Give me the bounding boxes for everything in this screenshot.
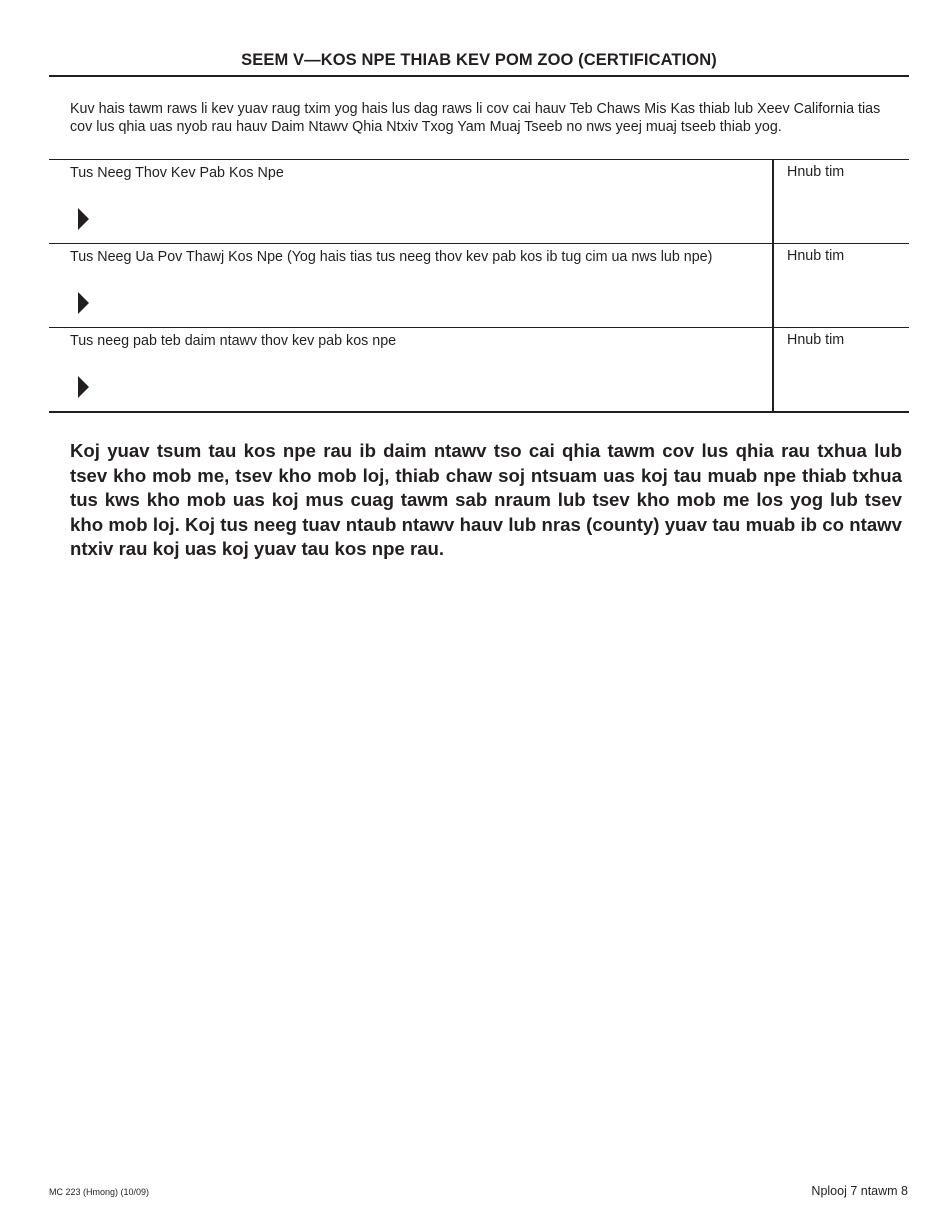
applicant-signature-field[interactable]	[49, 160, 773, 244]
release-form-notice: Koj yuav tsum tau kos npe rau ib daim ntawv tso cai qhia tawm cov lus qhia rau txhua lub tsev kho mob me, tsev kho mob loj, thiab chaw soj ntsuam uas koj tau muab npe thiab txhua tus kws kho mob uas koj mus cuag tawm sab nraum lub tsev kho mob me los yog lub tsev kho mob loj. Koj tus neeg tuav ntaub ntawv hauv lub nras (county) yuav tau muab ib co ntawv ntxiv rau koj uas koj yuav tau kos npe rau.	[70, 440, 902, 560]
right-triangle-arrow-icon	[78, 376, 89, 398]
helper-date-label: Hnub tim	[787, 332, 845, 348]
right-triangle-arrow-icon	[78, 292, 89, 314]
form-id: MC 223 (Hmong) (10/09)	[49, 1187, 150, 1197]
signature-row-witness	[49, 244, 909, 328]
helper-date-field[interactable]	[773, 328, 909, 413]
right-triangle-arrow-icon	[78, 208, 89, 230]
witness-signature-field[interactable]	[49, 244, 773, 328]
witness-signature-label: Tus Neeg Ua Pov Thawj Kos Npe (Yog hais tias tus neeg thov kev pab kos ib tug cim ua nws lub npe)	[70, 249, 713, 265]
witness-date-field[interactable]	[773, 244, 909, 328]
title-divider	[49, 75, 909, 77]
signature-row-applicant	[49, 160, 909, 244]
helper-signature-field[interactable]	[49, 328, 773, 413]
applicant-signature-label: Tus Neeg Thov Kev Pab Kos Npe	[70, 165, 284, 181]
signature-row-helper	[49, 328, 909, 413]
section-title: SEEM V—KOS NPE THIAB KEV POM ZOO (CERTIFICATION)	[241, 51, 717, 69]
witness-date-label: Hnub tim	[787, 248, 845, 264]
signature-table	[49, 159, 909, 413]
applicant-date-field[interactable]	[773, 160, 909, 244]
page-number: Nplooj 7 ntawm 8	[811, 1184, 908, 1198]
helper-signature-label: Tus neeg pab teb daim ntawv thov kev pab kos npe	[70, 333, 397, 349]
certification-statement: Kuv hais tawm raws li kev yuav raug txim yog hais lus dag raws li cov cai hauv Teb Chaws Mis Kas thiab lub Xeev California tias cov lus qhia uas nyob rau hauv Daim Ntawv Qhia Ntxiv Txog Yam Muaj Tseeb no nws yeej muaj tseeb thiab yog.	[70, 101, 881, 135]
applicant-date-label: Hnub tim	[787, 164, 845, 180]
